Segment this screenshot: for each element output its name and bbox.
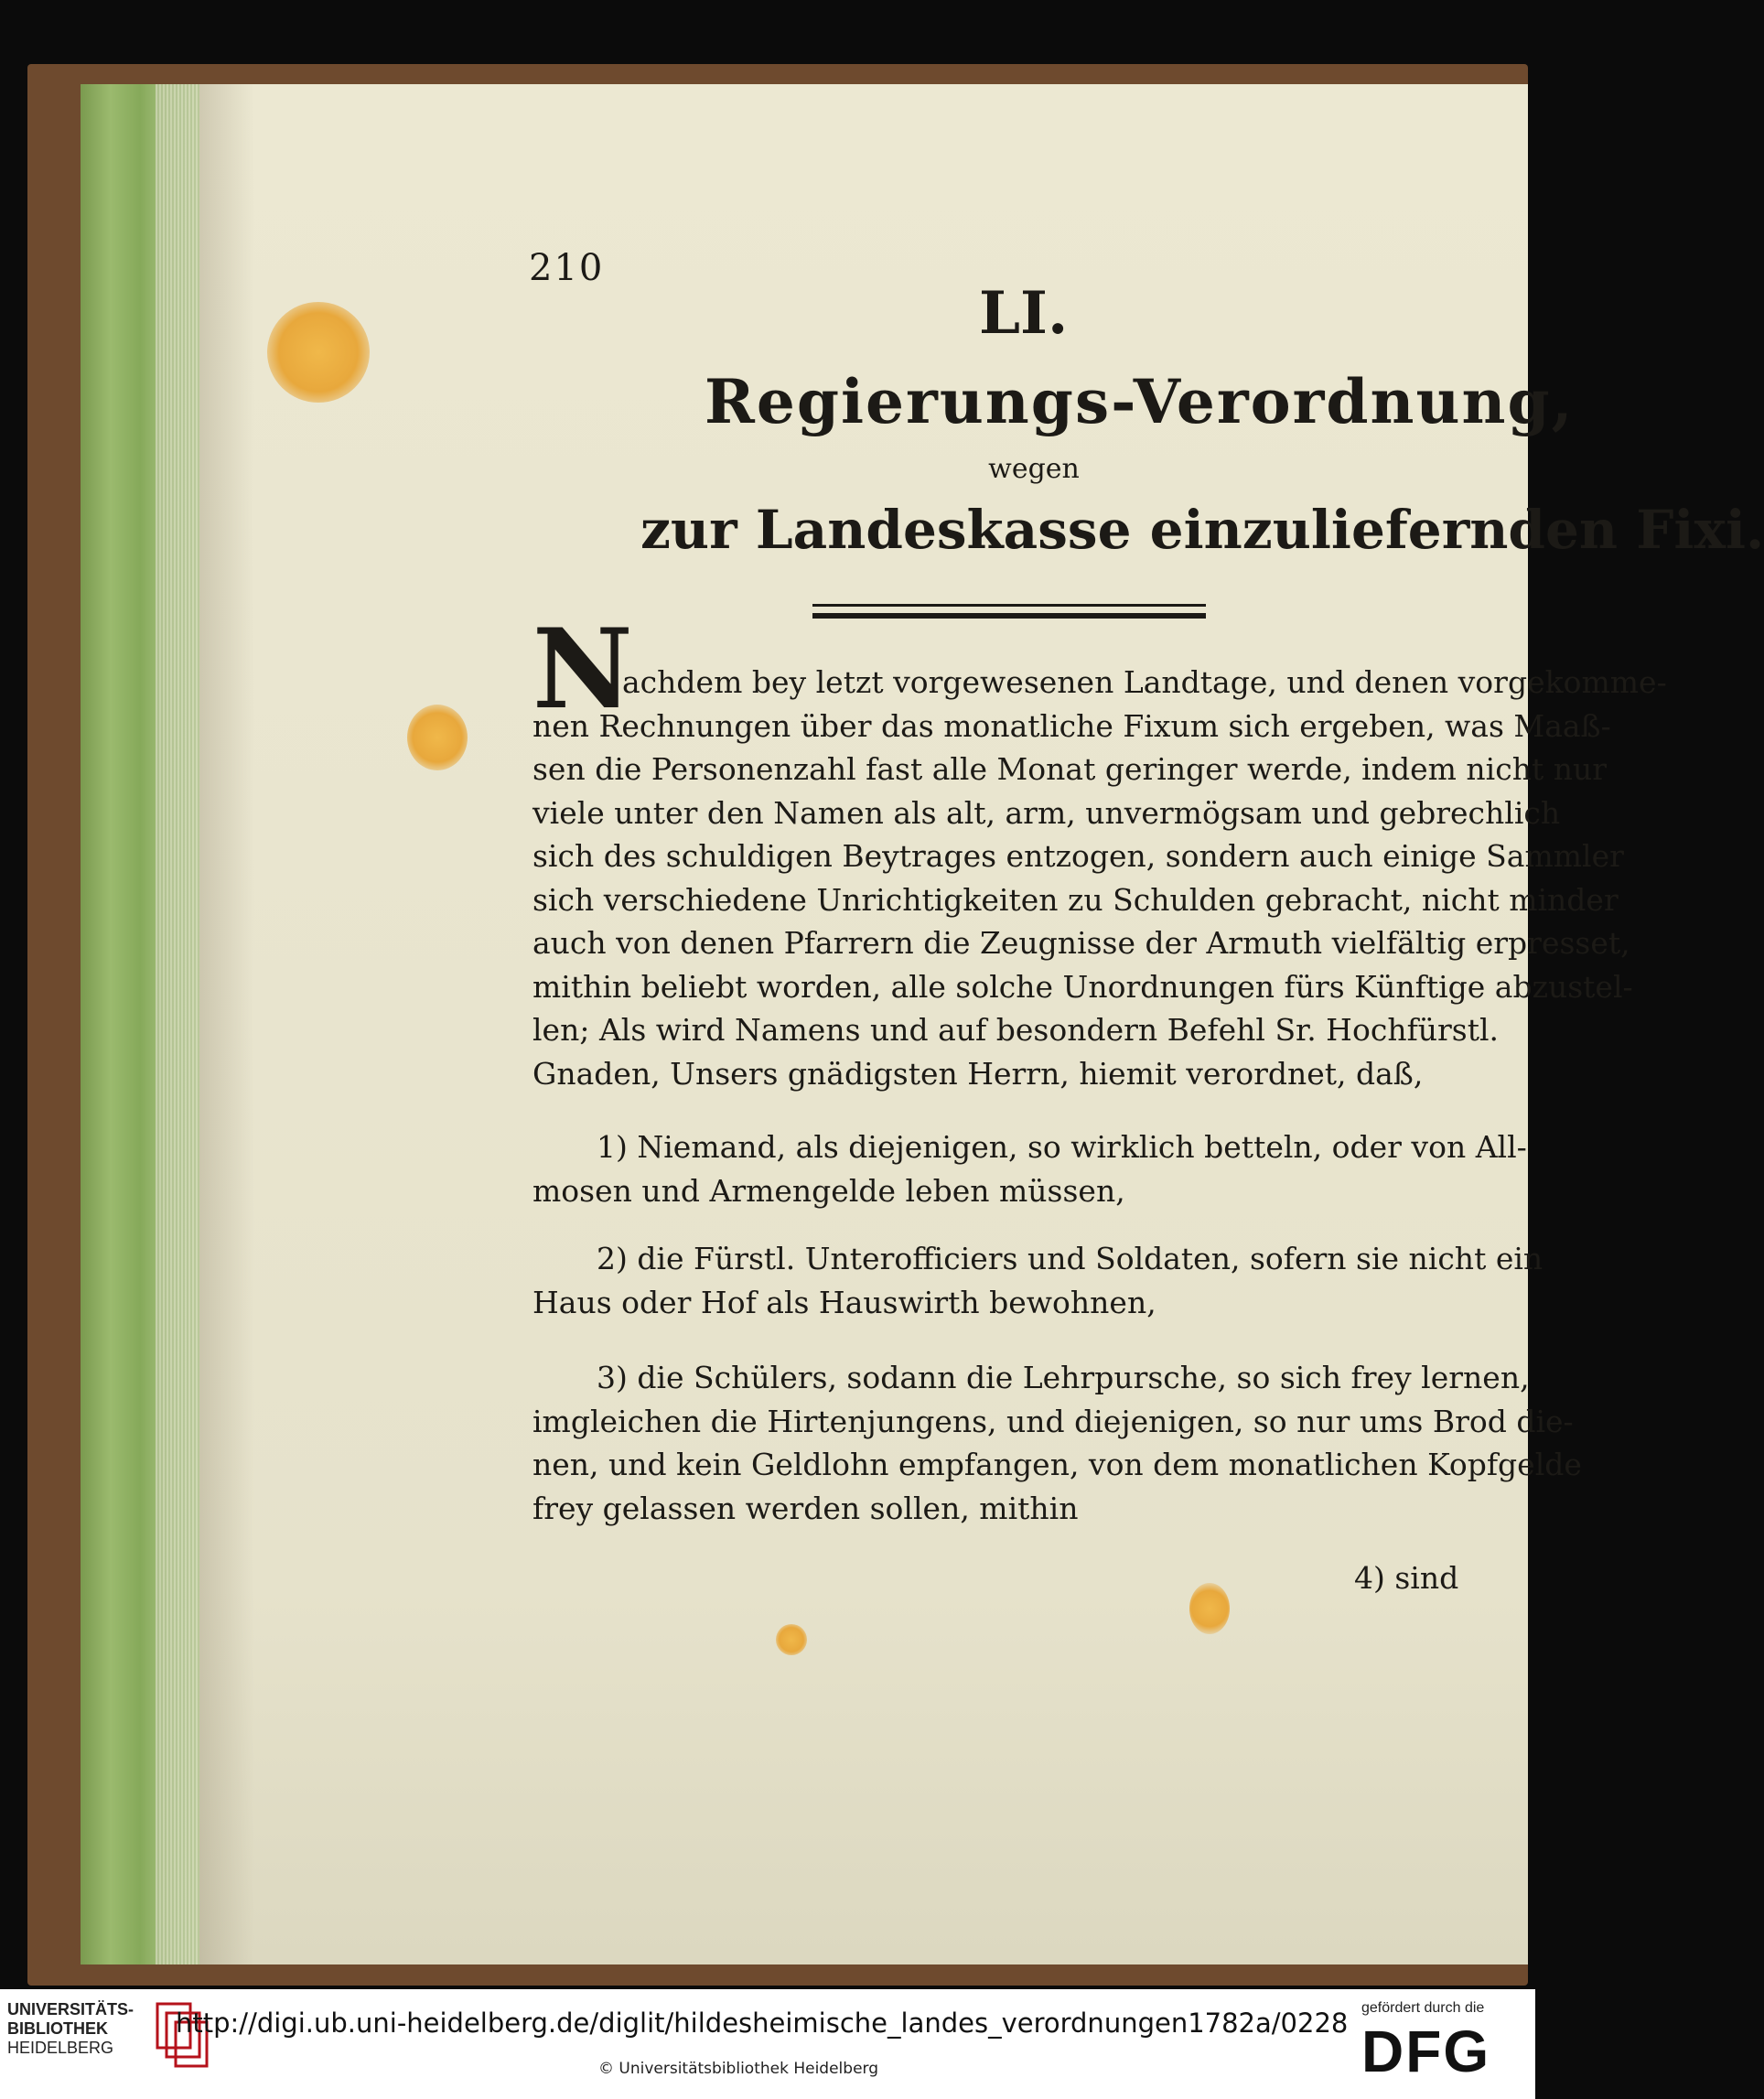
text-line: frey gelassen werden sollen, mithin [532,1490,1079,1526]
list-item-1 [532,1125,1527,1212]
library-name-line3: HEIDELBERG [7,2039,114,2057]
document-title: Regierungs-Verordnung, [705,366,1575,437]
drop-cap: N [532,605,633,734]
paragraph-intro [532,661,1667,1095]
funding-label: gefördert durch die [1361,2000,1485,2016]
document-subtitle: zur Landeskasse einzuliefernden Fixi. [640,499,1764,561]
title-rule-thin [812,604,1206,607]
text-line: 1) Niemand, als diejenigen, so wirklich betteln, oder von All- [597,1129,1527,1165]
copyright-notice: © Universitätsbibliothek Heidelberg [598,2060,879,2078]
foxing-stain [267,302,370,403]
text-line: mithin beliebt worden, alle solche Unordnungen fürs Künftige abzustel- [532,968,1633,1005]
text-line: Haus oder Hof als Hauswirth bewohnen, [532,1284,1156,1320]
foxing-stain [776,1624,807,1655]
text-line: len; Als wird Namens und auf besondern Befehl Sr. Hochfürstl. [532,1012,1500,1048]
foxing-stain [407,705,468,770]
text-line: mosen und Armengelde leben müssen, [532,1172,1125,1209]
footer-bar [0,1989,1535,2099]
document-number: LI. [979,279,1069,348]
library-name-line1: UNIVERSITÄTS- [7,2000,134,2018]
text-line: auch von denen Pfarrern die Zeugnisse der Armuth vielfältig erpresset, [532,925,1630,961]
library-name-line2: BIBLIOTHEK [7,2019,108,2038]
list-item-3 [532,1356,1582,1530]
text-line: viele unter den Namen als alt, arm, unvermögsam und gebrechlich [532,794,1561,831]
text-line: 2) die Fürstl. Unterofficiers und Soldaten, sofern sie nicht ein [597,1241,1544,1276]
gutter-shadow [199,84,254,1964]
page-edge-lines [156,84,199,1964]
text-line: achdem bey letzt vorgewesenen Landtage, und denen vorgekomme- [622,664,1667,700]
title-rule-thick [812,613,1206,619]
text-line: nen, und kein Geldlohn empfangen, von dem monatlichen Kopfgelde [532,1447,1582,1482]
text-line: Gnaden, Unsers gnädigsten Herrn, hiemit verordnet, daß, [532,1055,1424,1092]
title-connector: wegen [988,453,1080,485]
text-line: nen Rechnungen über das monatliche Fixum sich ergeben, was Maaß- [532,707,1611,744]
catchword: 4) sind [1354,1560,1459,1596]
text-line: 3) die Schülers, sodann die Lehrpursche, so sich frey lernen, [597,1360,1530,1395]
text-line: sich des schuldigen Beytrages entzogen, sondern auch einige Sammler [532,838,1624,874]
text-line: sen die Personenzahl fast alle Monat geringer werde, indem nicht nur [532,751,1607,787]
list-item-2 [532,1237,1544,1324]
permalink-url[interactable]: http://digi.ub.uni-heidelberg.de/diglit/hildesheimische_landes_verordnungen1782a/0228 [176,2008,1349,2039]
foxing-stain [1189,1583,1230,1634]
text-line: imgleichen die Hirtenjungens, und diejenigen, so nur ums Brod die- [532,1403,1574,1439]
dfg-logo: DFG [1361,2018,1491,2084]
text-line: sich verschiedene Unrichtigkeiten zu Schulden gebracht, nicht minder [532,881,1619,918]
page-number: 210 [529,247,605,289]
library-logo-text [7,2000,134,2058]
